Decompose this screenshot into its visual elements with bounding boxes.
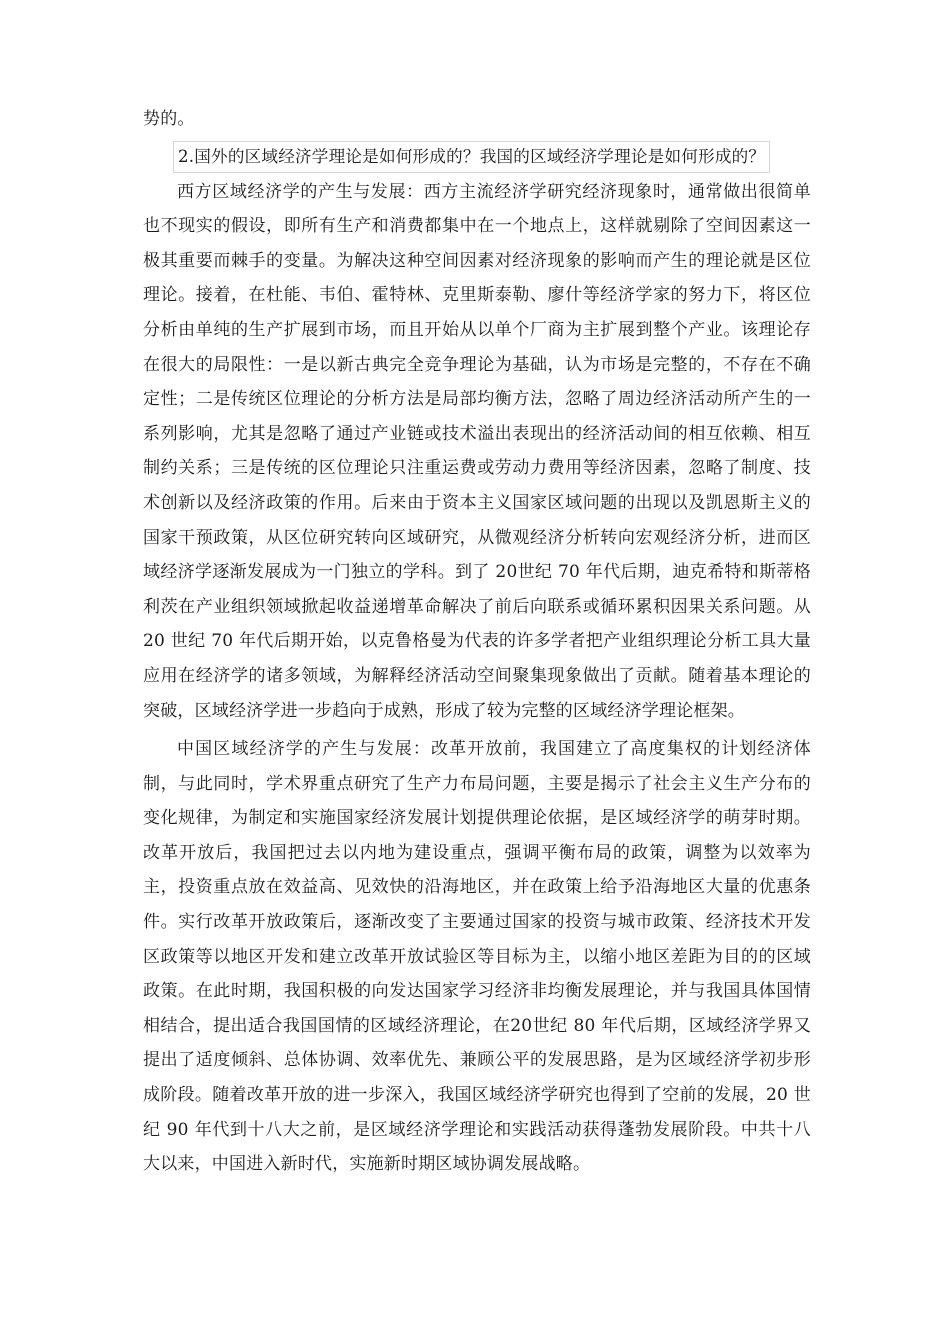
question-block (143, 141, 811, 173)
continuation-text: 势的。 (143, 109, 195, 129)
question-heading: 2.国外的区域经济学理论是如何形成的？我国的区域经济学理论是如何形成的？ (173, 141, 770, 173)
document-page (143, 102, 811, 1182)
paragraph-west: 西方区域经济学的产生与发展：西方主流经济学研究经济现象时，通常做出很简单也不现实的假设，即所有生产和消费都集中在一个地点上，这样就剔除了空间因素这一极其重要而棘手的变量。为解决这种空间因素对经济现象的影响而产生的理论就是区位理论。接着，在杜能、韦伯、霍特林、克里斯泰勒、廖什等经济学家的努力下，将区位分析由单纯的生产扩展到市场，而且开始从以单个厂商为主扩展到整个产业。该理论存在很大的局限性：一是以新古典完全竞争理论为基础，认为市场是完整的，不存在不确定性；二是传统区位理论的分析方法是局部均衡方法，忽略了周边经济活动所产生的一系列影响，尤其是忽略了通过产业链或技术溢出表现出的经济活动间的相互依赖、相互制约关系；三是传统的区位理论只注重运费或劳动力费用等经济因素，忽略了制度、技术创新以及经济政策的作用。后来由于资本主义国家区域问题的出现以及凯恩斯主义的国家干预政策，从区位研究转向区域研究，从微观经济分析转向宏观经济分析，进而区域经济学逐渐发展成为一门独立的学科。到了 20世纪 70 年代后期，迪克希特和斯蒂格利茨在产业组织领域掀起收益递增革命解决了前后向联系或循环累积因果关系问题。从 20 世纪 70 年代后期开始，以克鲁格曼为代表的许多学者把产业组织理论分析工具大量应用在经济学的诸多领域，为解释经济活动空间聚集现象做出了贡献。随着基本理论的突破，区域经济学进一步趋向于成熟，形成了较为完整的区域经济学理论框架。 (143, 181, 811, 721)
paragraph-china: 中国区域经济学的产生与发展：改革开放前，我国建立了高度集权的计划经济体制，与此同时，学术界重点研究了生产力布局问题，主要是揭示了社会主义生产分布的变化规律，为制定和实施国家经济发展计划提供理论依据，是区域经济学的萌芽时期。改革开放后，我国把过去以内地为建设重点，强调平衡布局的政策，调整为以效率为主，投资重点放在效益高、见效快的沿海地区，并在政策上给予沿海地区大量的优惠条件。实行改革开放政策后，逐渐改变了主要通过国家的投资与城市政策、经济技术开发区政策等以地区开发和建立改革开放试验区等目标为主，以缩小地区差距为目的的区域政策。在此时期，我国积极的向发达国家学习经济非均衡发展理论，并与我国具体国情相结合，提出适合我国国情的区域经济理论，在20世纪 80 年代后期，区域经济学界又提出了适度倾斜、总体协调、效率优先、兼顾公平的发展思路，是为区域经济学初步形成阶段。随着改革开放的进一步深入，我国区域经济学研究也得到了空前的发展，20 世纪 90 年代到十八大之前，是区域经济学理论和实践活动获得蓬勃发展阶段。中共十八大以来，中国进入新时代，实施新时期区域协调发展战略。 (143, 739, 811, 1175)
